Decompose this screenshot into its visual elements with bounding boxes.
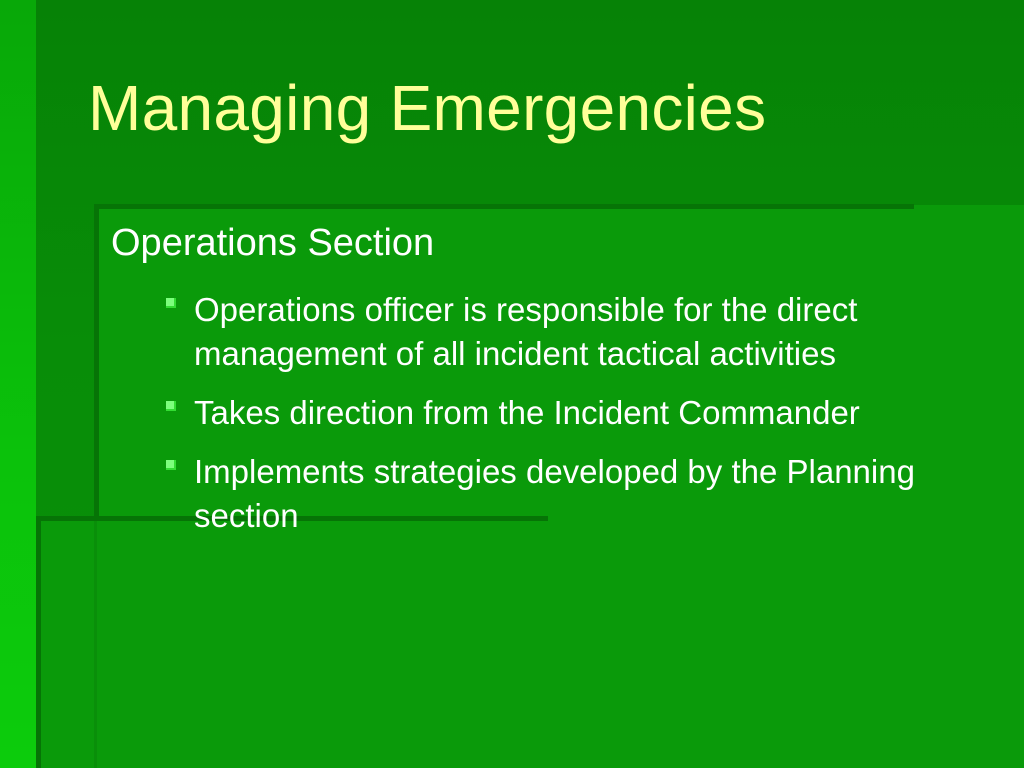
decorative-rule [94,204,914,209]
decorative-edge-strip [0,0,36,768]
content-panel-lower [36,517,1024,768]
decorative-rule [94,204,99,518]
bullet-item [160,450,1010,538]
square-bullet-icon [166,298,176,308]
decorative-divider [94,517,97,768]
square-bullet-icon [166,460,176,470]
bullet-text: Implements strategies developed by the Planning section [194,453,915,534]
bullet-item [160,288,1010,376]
bullet-text: Takes direction from the Incident Commander [194,394,860,431]
bullet-list [160,288,1010,553]
section-heading: Operations Section [111,222,435,264]
decorative-rule [36,516,41,768]
bullet-text: Operations officer is responsible for the direct management of all incident tactical activities [194,291,858,372]
slide-title: Managing Emergencies [88,72,767,144]
square-bullet-icon [166,401,176,411]
bullet-item [160,391,1010,435]
